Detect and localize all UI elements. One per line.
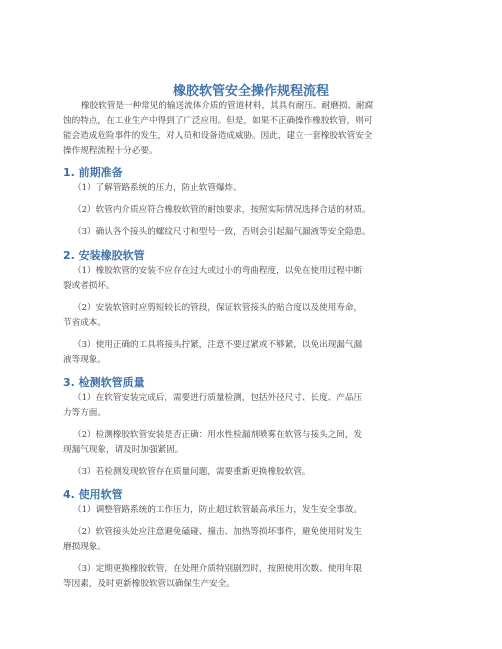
paragraph-line: （3）使用正确的工具将接头拧紧，注意不要过紧或不够紧，以免出现漏气漏	[73, 340, 363, 350]
intro-line: 橡胶软管是一种常见的输送流体介质的管道材料，其具有耐压、耐磨损、耐腐	[81, 101, 374, 111]
section-paragraph	[63, 203, 443, 218]
section-paragraph	[63, 264, 443, 294]
section-paragraph	[63, 181, 443, 196]
paragraph-line: （1）调整管路系统的工作压力，防止超过软管最高承压力，发生安全事故。	[73, 505, 363, 515]
section-paragraph	[63, 465, 443, 480]
paragraph-line: 等因素，及时更新橡胶软管以确保生产安全。	[63, 579, 235, 589]
intro-line: 蚀的特点，在工业生产中得到了广泛应用。但是，如果不正确操作橡胶软管，则可	[63, 116, 373, 126]
document-title: 橡胶软管安全操作规程流程	[172, 84, 329, 99]
paragraph-line: 力等方面。	[63, 408, 106, 418]
paragraph-line: （1）橡胶软管的安装不应存在过大或过小的弯曲程度，以免在使用过程中断	[73, 266, 363, 276]
section-paragraph	[63, 562, 443, 592]
paragraph-line: （2）检测橡胶软管安装是否正确：用水性检漏剂喷雾在软管与接头之间，发	[73, 430, 363, 440]
intro-line: 能会造成危险事件的发生，对人员和设备造成威胁。因此，建立一套橡胶软管安全	[63, 131, 373, 141]
section-heading: 4. 使用软管	[63, 488, 123, 501]
section-paragraph	[63, 503, 443, 518]
section-heading: 3. 检测软管质量	[63, 376, 145, 389]
paragraph-line: （2）软管接头处应注意避免磕碰、撞击、加热等损坏事件，避免使用时发生	[73, 527, 363, 537]
section-paragraph	[63, 428, 443, 458]
intro-paragraph	[63, 99, 443, 159]
paragraph-line: （1）在软管安装完成后，需要进行质量检测，包括外径尺寸、长度、产品压	[73, 393, 363, 403]
paragraph-line: （3）定期更换橡胶软管，在处理介质特别剧烈时，按照使用次数、使用年限	[73, 564, 363, 574]
paragraph-line: （2）安装软管时应剪短较长的管段，保证软管接头的贴合度以及使用寿命，	[73, 303, 363, 313]
paragraph-line: （3）确认各个接头的螺纹尺寸和型号一致，否则会引起漏气漏液等安全隐患。	[73, 227, 371, 237]
paragraph-line: （2）软管内介质应符合橡胶软管的耐蚀要求，按照实际情况选择合适的材质。	[73, 205, 371, 215]
section-paragraph	[63, 225, 443, 240]
section-heading: 1. 前期准备	[63, 166, 123, 179]
paragraph-line: 磨损现象。	[63, 542, 106, 552]
section-paragraph	[63, 301, 443, 331]
intro-line: 操作规程流程十分必要。	[63, 146, 158, 156]
paragraph-line: （1）了解管路系统的压力，防止软管爆炸。	[73, 183, 242, 193]
section-paragraph	[63, 525, 443, 555]
section-paragraph	[63, 391, 443, 421]
section-paragraph	[63, 338, 443, 368]
paragraph-line: 液等现象。	[63, 355, 106, 365]
paragraph-line: 裂或者损坏。	[63, 281, 115, 291]
paragraph-line: （3）若检测发现软管存在质量问题，需要重新更换橡胶软管。	[73, 467, 311, 477]
paragraph-line: 节省成本。	[63, 318, 106, 328]
paragraph-line: 现漏气现象，请及时加强紧固。	[63, 445, 184, 455]
section-heading: 2. 安装橡胶软管	[63, 249, 145, 262]
